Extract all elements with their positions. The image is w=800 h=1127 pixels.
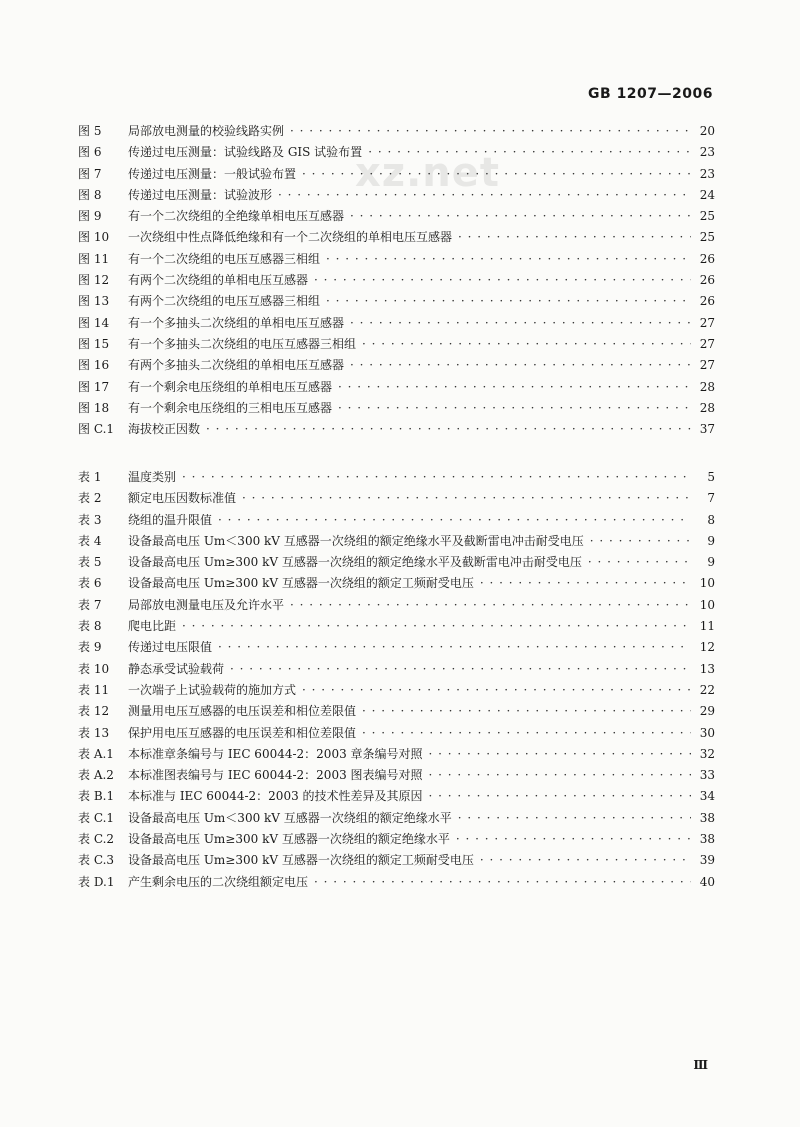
figure-page: 23 — [699, 145, 715, 160]
table-entry[interactable] — [78, 660, 715, 681]
page-number: Ⅲ — [693, 1058, 708, 1072]
table-page: 34 — [699, 789, 715, 804]
table-entry[interactable] — [78, 681, 715, 702]
leader-dots — [338, 380, 691, 394]
figure-page: 25 — [699, 209, 715, 224]
figure-page: 26 — [699, 251, 715, 266]
table-label: 表 5 — [78, 555, 102, 570]
leader-dots — [350, 316, 691, 330]
figure-title: 有一个二次绕组的电压互感器三相组 — [128, 251, 321, 266]
leader-dots — [314, 875, 691, 889]
table-entry[interactable] — [78, 873, 715, 894]
leader-dots — [458, 811, 691, 825]
figure-title: 传递过电压测量：试验波形 — [128, 187, 273, 202]
figure-label: 图 9 — [78, 209, 102, 224]
figure-list — [78, 122, 715, 441]
table-entry[interactable] — [78, 489, 715, 510]
table-label: 表 10 — [78, 661, 110, 676]
figure-title: 有一个剩余电压绕组的单相电压互感器 — [128, 379, 333, 394]
figure-label: 图 14 — [78, 315, 110, 330]
figure-title: 局部放电测量的校验线路实例 — [128, 124, 285, 138]
leader-dots — [458, 230, 691, 244]
table-page: 9 — [707, 533, 715, 548]
figure-title: 有一个多抽头二次绕组的单相电压互感器 — [128, 315, 345, 330]
table-title: 设备最高电压 Um＜300 kV 互感器一次绕组的额定绝缘水平 — [128, 810, 452, 825]
table-title: 设备最高电压 Um≥300 kV 互感器一次绕组的额定绝缘水平 — [128, 832, 450, 847]
table-page: 7 — [707, 491, 715, 506]
table-page: 11 — [699, 619, 715, 634]
table-page: 10 — [699, 576, 715, 591]
table-title: 保护用电压互感器的电压误差和相位差限值 — [128, 725, 357, 740]
figure-label: 图 12 — [78, 273, 110, 288]
figure-entry[interactable] — [78, 228, 715, 249]
leader-dots — [218, 640, 691, 654]
figure-entry[interactable] — [78, 122, 715, 143]
table-label: 表 C.1 — [78, 810, 115, 825]
leader-dots — [230, 662, 691, 676]
table-entry[interactable] — [78, 851, 715, 872]
figure-page: 23 — [699, 166, 715, 181]
table-page: 10 — [699, 597, 715, 612]
standard-number: GB 1207—2006 — [588, 86, 713, 102]
table-page: 40 — [699, 874, 715, 889]
table-label: 表 8 — [78, 619, 102, 634]
leader-dots — [326, 252, 691, 266]
table-page: 30 — [699, 725, 715, 740]
table-label: 表 1 — [78, 470, 102, 484]
table-title: 局部放电测量电压及允许水平 — [128, 597, 285, 612]
table-title: 测量用电压互感器的电压误差和相位差限值 — [128, 704, 357, 719]
table-page: 12 — [699, 640, 715, 655]
table-page: 38 — [699, 810, 715, 825]
figure-entry[interactable] — [78, 271, 715, 292]
table-entry[interactable] — [78, 532, 715, 553]
table-title: 爬电比距 — [128, 619, 177, 634]
figure-label: 图 11 — [78, 251, 110, 266]
leader-dots — [302, 683, 691, 697]
table-entry[interactable] — [78, 617, 715, 638]
figure-page: 28 — [699, 379, 715, 394]
figure-entry[interactable] — [78, 335, 715, 356]
table-title: 产生剩余电压的二次绕组额定电压 — [128, 874, 309, 889]
figure-page: 27 — [699, 336, 715, 351]
figure-entry[interactable] — [78, 314, 715, 335]
figure-label: 图 7 — [78, 166, 102, 181]
figure-entry[interactable] — [78, 143, 715, 164]
leader-dots — [314, 273, 691, 287]
leader-dots — [362, 704, 691, 718]
table-label: 表 D.1 — [78, 874, 115, 889]
figure-entry[interactable] — [78, 186, 715, 207]
figure-title: 传递过电压测量：一般试验布置 — [128, 166, 297, 181]
table-label: 表 3 — [78, 512, 102, 527]
leader-dots — [350, 209, 691, 223]
table-page: 13 — [699, 661, 715, 676]
figure-title: 海拔校正因数 — [128, 422, 201, 437]
table-entry[interactable] — [78, 468, 715, 489]
leader-dots — [456, 832, 691, 846]
figure-title: 有一个剩余电压绕组的三相电压互感器 — [128, 400, 333, 415]
table-title: 额定电压因数标准值 — [128, 491, 237, 506]
leader-dots — [588, 555, 691, 569]
table-title: 本标准图表编号与 IEC 60044-2：2003 图表编号对照 — [128, 768, 423, 783]
table-entry[interactable] — [78, 766, 715, 787]
figure-entry[interactable] — [78, 292, 715, 313]
leader-dots — [429, 747, 691, 761]
table-label: 表 9 — [78, 640, 102, 655]
leader-dots — [302, 167, 691, 181]
table-list — [78, 468, 715, 894]
table-page: 33 — [699, 768, 715, 783]
table-page: 5 — [707, 470, 715, 484]
figure-page: 26 — [699, 294, 715, 309]
leader-dots — [362, 337, 691, 351]
table-title: 本标准与 IEC 60044-2：2003 的技术性差异及其原因 — [128, 789, 423, 804]
figure-label: 图 5 — [78, 124, 102, 138]
figure-page: 24 — [699, 187, 715, 202]
leader-dots — [278, 188, 691, 202]
leader-dots — [206, 422, 691, 436]
figure-label: 图 16 — [78, 358, 110, 373]
table-label: 表 A.1 — [78, 746, 114, 761]
leader-dots — [480, 853, 691, 867]
figure-page: 26 — [699, 273, 715, 288]
table-label: 表 12 — [78, 704, 110, 719]
leader-dots — [182, 470, 691, 484]
table-page: 32 — [699, 746, 715, 761]
table-label: 表 11 — [78, 682, 110, 697]
figure-title: 有一个二次绕组的全绝缘单相电压互感器 — [128, 209, 345, 224]
table-title: 本标准章条编号与 IEC 60044-2：2003 章条编号对照 — [128, 746, 423, 761]
figure-page: 37 — [699, 422, 715, 437]
leader-dots — [326, 294, 691, 308]
table-entry[interactable] — [78, 702, 715, 723]
leader-dots — [429, 789, 691, 803]
table-title: 设备最高电压 Um＜300 kV 互感器一次绕组的额定绝缘水平及截断雷电冲击耐受电压 — [128, 533, 584, 548]
watermark: xz.net — [355, 150, 501, 196]
table-title: 温度类别 — [128, 470, 177, 484]
table-entry[interactable] — [78, 511, 715, 532]
figure-entry[interactable] — [78, 165, 715, 186]
figure-label: 图 15 — [78, 336, 110, 351]
figure-title: 一次绕组中性点降低绝缘和有一个二次绕组的单相电压互感器 — [128, 230, 453, 245]
leader-dots — [242, 491, 691, 505]
table-title: 设备最高电压 Um≥300 kV 互感器一次绕组的额定工频耐受电压 — [128, 576, 474, 591]
table-entry[interactable] — [78, 830, 715, 851]
table-entry[interactable] — [78, 809, 715, 830]
table-title: 设备最高电压 Um≥300 kV 互感器一次绕组的额定工频耐受电压 — [128, 853, 474, 868]
table-entry[interactable] — [78, 638, 715, 659]
leader-dots — [429, 768, 691, 782]
figure-title: 有两个二次绕组的电压互感器三相组 — [128, 294, 321, 309]
table-entry[interactable] — [78, 596, 715, 617]
figure-title: 有两个二次绕组的单相电压互感器 — [128, 273, 309, 288]
figure-page: 28 — [699, 400, 715, 415]
table-title: 静态承受试验载荷 — [128, 661, 225, 676]
figure-page: 20 — [699, 124, 715, 138]
figure-entry[interactable] — [78, 399, 715, 420]
figure-title: 有一个多抽头二次绕组的电压互感器三相组 — [128, 336, 357, 351]
figure-label: 图 13 — [78, 294, 110, 309]
table-title: 绕组的温升限值 — [128, 512, 213, 527]
table-label: 表 13 — [78, 725, 110, 740]
leader-dots — [362, 726, 691, 740]
table-label: 表 4 — [78, 533, 102, 548]
leader-dots — [182, 619, 691, 633]
figure-label: 图 17 — [78, 379, 110, 394]
table-entry[interactable] — [78, 574, 715, 595]
table-title: 一次端子上试验载荷的施加方式 — [128, 682, 297, 697]
figure-label: 图 8 — [78, 187, 102, 202]
figure-page: 25 — [699, 230, 715, 245]
leader-dots — [290, 598, 691, 612]
leader-dots — [590, 534, 691, 548]
leader-dots — [290, 124, 691, 138]
table-label: 表 2 — [78, 491, 102, 506]
figure-entry[interactable] — [78, 378, 715, 399]
table-entry[interactable] — [78, 787, 715, 808]
table-entry[interactable] — [78, 745, 715, 766]
figure-entry[interactable] — [78, 207, 715, 228]
figure-title: 有两个多抽头二次绕组的单相电压互感器 — [128, 358, 345, 373]
figure-entry[interactable] — [78, 250, 715, 271]
table-page: 9 — [707, 555, 715, 570]
table-page: 8 — [707, 512, 715, 527]
table-title: 传递过电压限值 — [128, 640, 213, 655]
table-title: 设备最高电压 Um≥300 kV 互感器一次绕组的额定绝缘水平及截断雷电冲击耐受电压 — [128, 555, 582, 570]
table-label: 表 B.1 — [78, 789, 115, 804]
leader-dots — [218, 513, 691, 527]
figure-page: 27 — [699, 315, 715, 330]
figure-label: 图 18 — [78, 400, 110, 415]
figure-entry[interactable] — [78, 356, 715, 377]
figure-page: 27 — [699, 358, 715, 373]
table-page: 39 — [699, 853, 715, 868]
leader-dots — [350, 358, 691, 372]
table-label: 表 7 — [78, 597, 102, 612]
table-entry[interactable] — [78, 553, 715, 574]
table-label: 表 C.3 — [78, 853, 115, 868]
figure-label: 图 10 — [78, 230, 110, 245]
table-page: 29 — [699, 704, 715, 719]
figure-label: 图 6 — [78, 145, 102, 160]
figure-title: 传递过电压测量：试验线路及 GIS 试验布置 — [128, 145, 363, 160]
table-page: 22 — [699, 682, 715, 697]
table-page: 38 — [699, 832, 715, 847]
leader-dots — [368, 145, 691, 159]
table-label: 表 6 — [78, 576, 102, 591]
leader-dots — [480, 576, 691, 590]
figure-entry[interactable] — [78, 420, 715, 441]
figure-label: 图 C.1 — [78, 422, 115, 437]
table-entry[interactable] — [78, 724, 715, 745]
table-label: 表 C.2 — [78, 832, 115, 847]
table-label: 表 A.2 — [78, 768, 114, 783]
leader-dots — [338, 401, 691, 415]
